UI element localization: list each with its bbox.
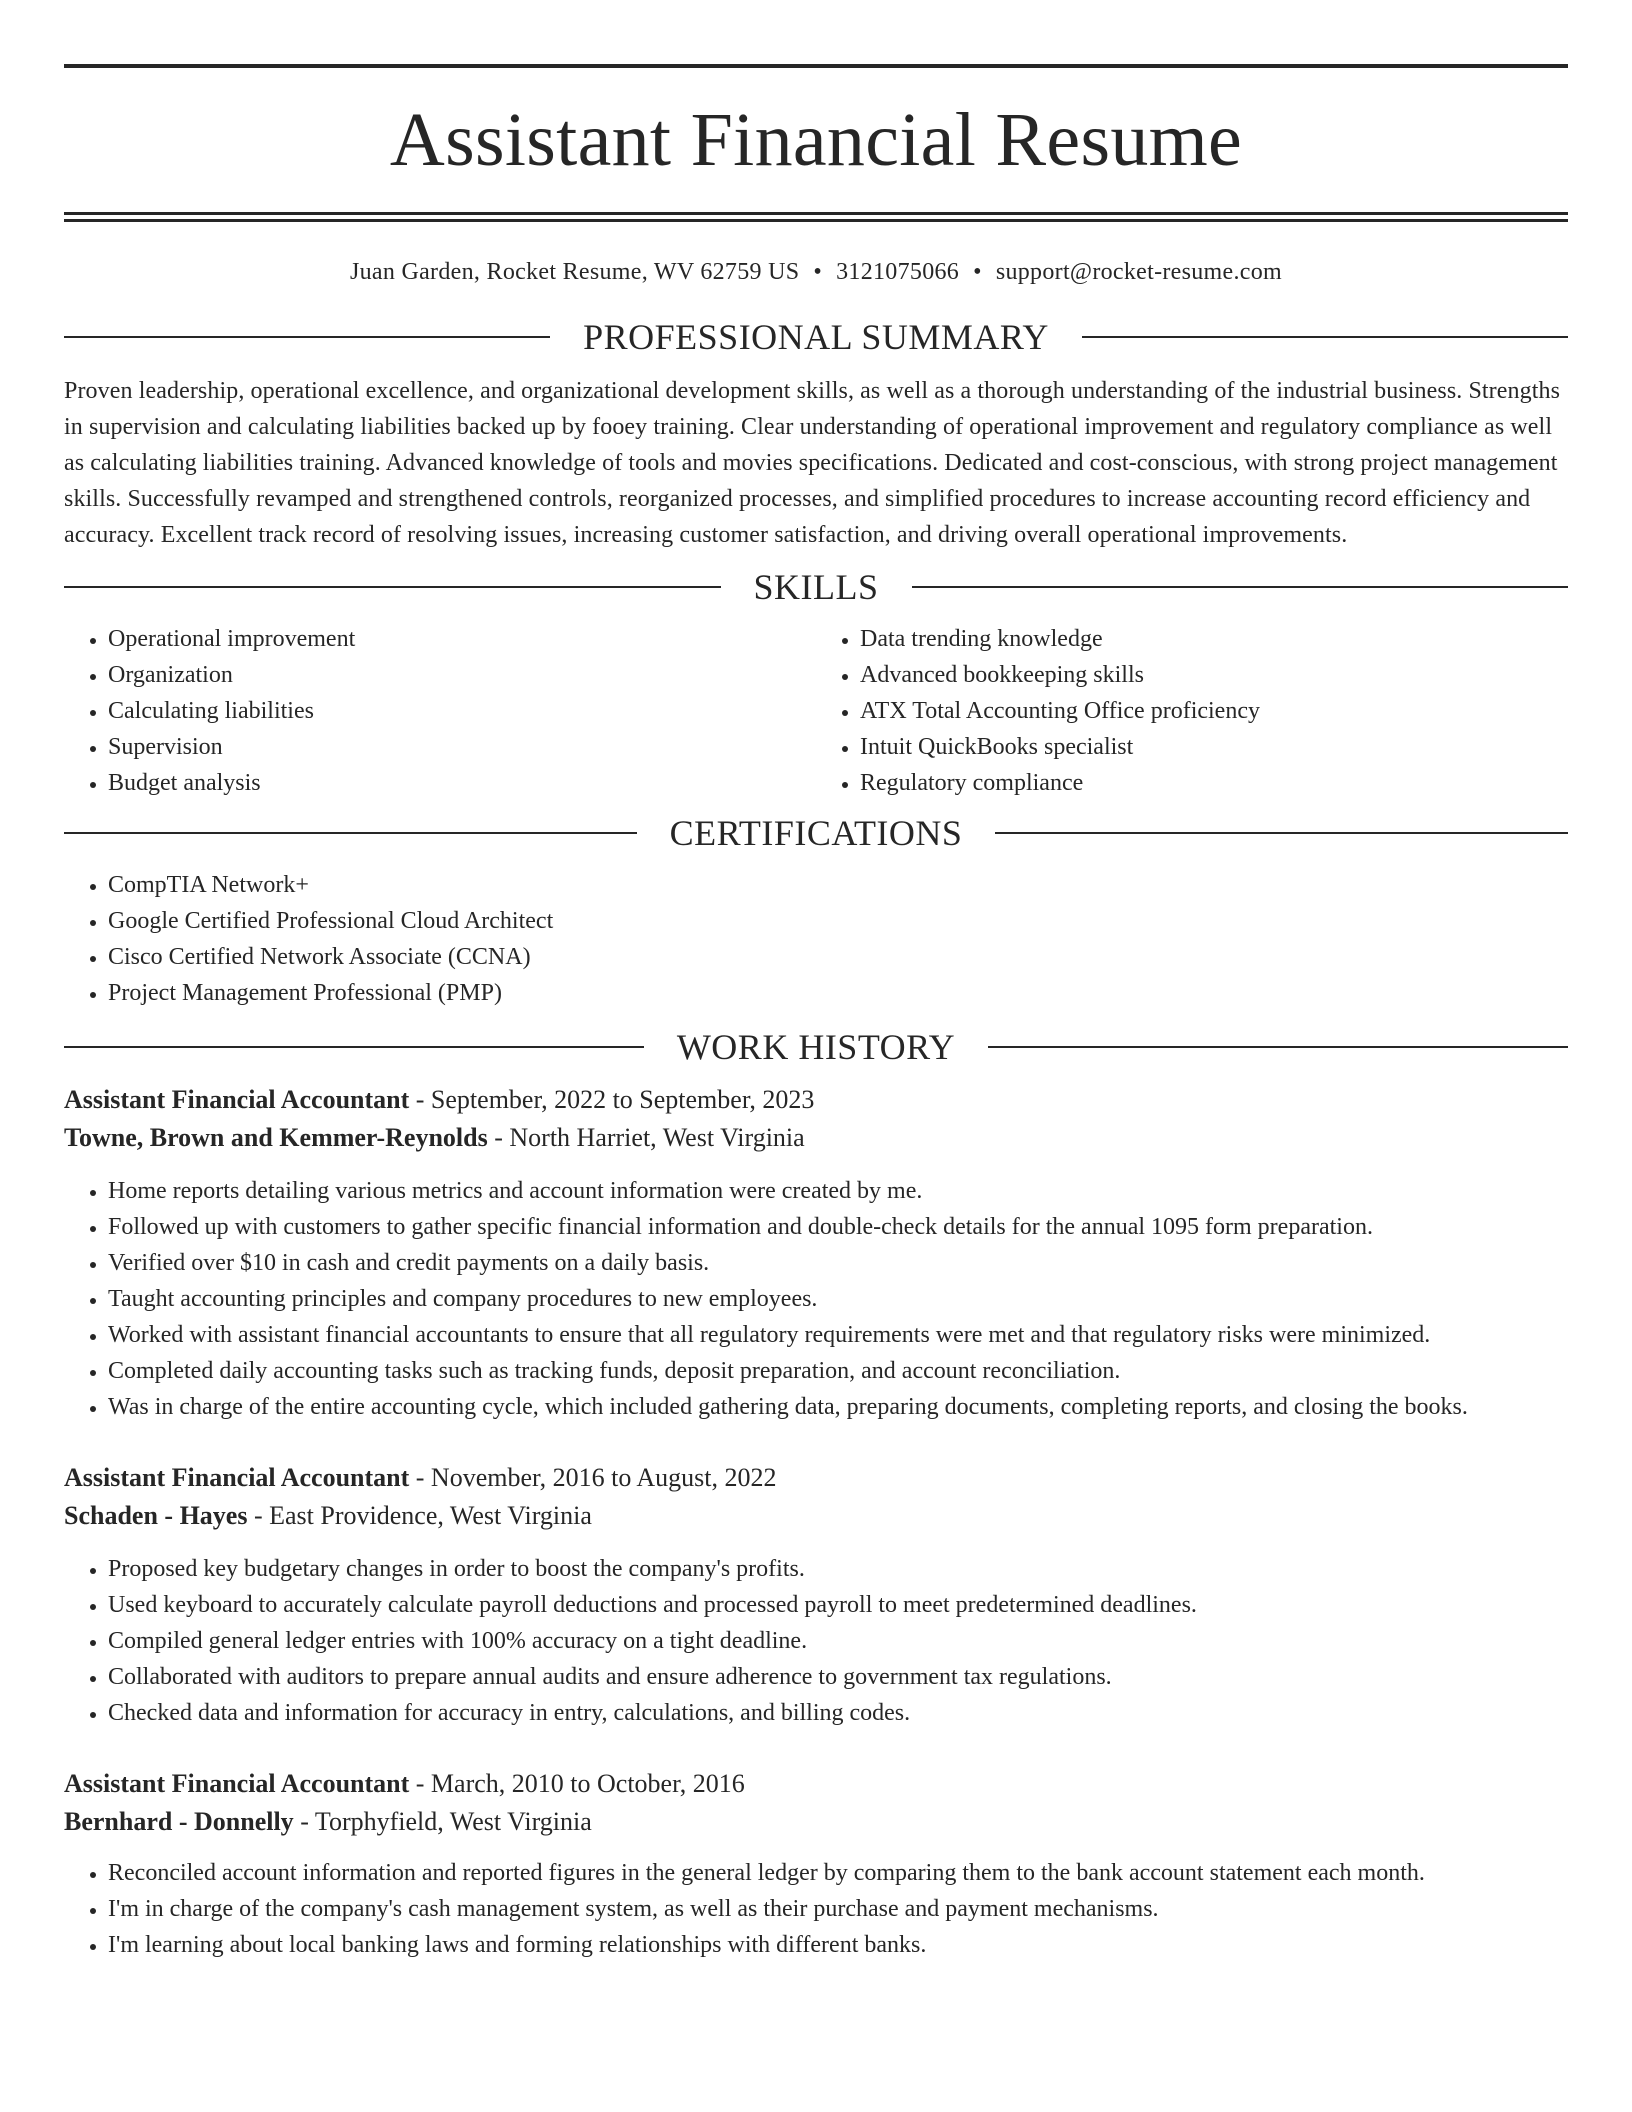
skill-item: • ATX Total Accounting Office proficiency xyxy=(860,693,1568,729)
certifications-list xyxy=(64,867,1568,1011)
skill-item: • Operational improvement xyxy=(108,621,816,657)
job-company-line xyxy=(64,1119,1568,1157)
job-title: Assistant Financial Accountant xyxy=(64,1463,410,1492)
job-bullet: • Followed up with customers to gather specific financial information and double-check details for the annual 1095 form preparation. xyxy=(108,1209,1568,1245)
job-title-line xyxy=(64,1765,1568,1803)
contact-email: support@rocket-resume.com xyxy=(995,259,1282,285)
certification-item: • Google Certified Professional Cloud Architect xyxy=(108,903,1568,939)
section-rule-right xyxy=(912,586,1569,588)
section-rule-right xyxy=(1082,336,1568,338)
contact-separator: • xyxy=(813,259,823,285)
job-bullet: • Used keyboard to accurately calculate payroll deductions and processed payroll to meet predetermined deadlines. xyxy=(108,1587,1568,1623)
certification-item: • Project Management Professional (PMP) xyxy=(108,975,1568,1011)
skill-item: • Regulatory compliance xyxy=(860,765,1568,801)
job-location: - Torphyfield, West Virginia xyxy=(293,1807,592,1836)
job-bullet: • Completed daily accounting tasks such as tracking funds, deposit preparation, and account reconciliation. xyxy=(108,1353,1568,1389)
job-bullets xyxy=(64,1551,1568,1731)
job-bullets xyxy=(64,1173,1568,1425)
job-bullet: • Taught accounting principles and company procedures to new employees. xyxy=(108,1281,1568,1317)
job-entry xyxy=(64,1081,1568,1425)
section-header-skills xyxy=(64,567,1568,607)
job-title-line xyxy=(64,1081,1568,1119)
contact-phone: 3121075066 xyxy=(836,259,960,285)
section-header-summary xyxy=(64,317,1568,357)
section-title-certifications: CERTIFICATIONS xyxy=(669,813,963,853)
resume-title: Assistant Financial Resume xyxy=(389,98,1243,182)
skill-item: • Intuit QuickBooks specialist xyxy=(860,729,1568,765)
section-header-work xyxy=(64,1027,1568,1067)
section-rule-left xyxy=(64,832,637,834)
job-title: Assistant Financial Accountant xyxy=(64,1769,410,1798)
section-rule-right xyxy=(995,832,1568,834)
job-dates: - September, 2022 to September, 2023 xyxy=(409,1085,815,1114)
job-entry xyxy=(64,1765,1568,1963)
section-rule-right xyxy=(988,1046,1568,1048)
job-bullet: • I'm learning about local banking laws and forming relationships with different banks. xyxy=(108,1927,1568,1963)
certification-item: • Cisco Certified Network Associate (CCNA) xyxy=(108,939,1568,975)
job-bullet: • Proposed key budgetary changes in order to boost the company's profits. xyxy=(108,1551,1568,1587)
section-rule-left xyxy=(64,586,721,588)
job-bullet: • Worked with assistant financial accountants to ensure that all regulatory requirements were met and that regulatory risks were minimized. xyxy=(108,1317,1568,1353)
job-bullet: • I'm in charge of the company's cash management system, as well as their purchase and payment mechanisms. xyxy=(108,1891,1568,1927)
section-rule-left xyxy=(64,336,550,338)
job-dates: - November, 2016 to August, 2022 xyxy=(409,1463,777,1492)
skill-item: • Data trending knowledge xyxy=(860,621,1568,657)
certification-item: • CompTIA Network+ xyxy=(108,867,1568,903)
job-dates: - March, 2010 to October, 2016 xyxy=(409,1769,745,1798)
job-company: Bernhard - Donnelly xyxy=(64,1807,294,1836)
job-bullet: • Compiled general ledger entries with 100% accuracy on a tight deadline. xyxy=(108,1623,1568,1659)
job-title-line xyxy=(64,1459,1568,1497)
skill-item: • Budget analysis xyxy=(108,765,816,801)
section-title-work: WORK HISTORY xyxy=(676,1027,956,1067)
skill-item: • Supervision xyxy=(108,729,816,765)
job-bullet: • Was in charge of the entire accounting cycle, which included gathering data, preparing documents, completing reports, and closing the books. xyxy=(108,1389,1568,1425)
skills-list-left xyxy=(64,621,816,801)
job-title: Assistant Financial Accountant xyxy=(64,1085,410,1114)
job-bullet: • Home reports detailing various metrics and account information were created by me. xyxy=(108,1173,1568,1209)
job-company-line xyxy=(64,1497,1568,1535)
job-bullet: • Collaborated with auditors to prepare annual audits and ensure adherence to government tax regulations. xyxy=(108,1659,1568,1695)
job-bullets xyxy=(64,1855,1568,1963)
contact-line xyxy=(64,257,1568,287)
skills-list-right xyxy=(816,621,1568,801)
section-title-skills: SKILLS xyxy=(753,567,879,607)
job-bullet: • Reconciled account information and reported figures in the general ledger by comparing them to the bank account statement each month. xyxy=(108,1855,1568,1891)
job-entry xyxy=(64,1459,1568,1731)
skills-grid xyxy=(64,621,1568,801)
skill-item: • Calculating liabilities xyxy=(108,693,816,729)
skill-item: • Organization xyxy=(108,657,816,693)
job-bullet: • Verified over $10 in cash and credit payments on a daily basis. xyxy=(108,1245,1568,1281)
job-bullet: • Checked data and information for accuracy in entry, calculations, and billing codes. xyxy=(108,1695,1568,1731)
section-title-summary: PROFESSIONAL SUMMARY xyxy=(583,317,1049,357)
resume-page xyxy=(64,64,1568,1963)
contact-address: Juan Garden, Rocket Resume, WV 62759 US xyxy=(349,259,800,285)
summary-text: Proven leadership, operational excellence, and organizational development skills, as well as a thorough understanding of the industrial business. Strengths in supervision and calculating liabilities backed up by fooey training. Clear understanding of operational improvement and regulatory compliance as well as calculating liabilities training. Advanced knowledge of tools and movies specifications. Dedicated and cost-conscious, with strong project management skills. Successfully revamped and strengthened controls, reorganized processes, and simplified procedures to increase accounting record efficiency and accuracy. Excellent track record of resolving issues, increasing customer satisfaction, and driving overall operational improvements. xyxy=(64,378,1561,548)
job-company: Schaden - Hayes xyxy=(64,1501,248,1530)
job-location: - East Providence, West Virginia xyxy=(247,1501,592,1530)
title-double-rule xyxy=(64,212,1568,222)
job-location: - North Harriet, West Virginia xyxy=(487,1123,805,1152)
job-company-line xyxy=(64,1803,1568,1841)
section-rule-left xyxy=(64,1046,644,1048)
contact-separator: • xyxy=(973,259,982,285)
section-header-certifications xyxy=(64,813,1568,853)
job-company: Towne, Brown and Kemmer-Reynolds xyxy=(64,1123,488,1152)
skill-item: • Advanced bookkeeping skills xyxy=(860,657,1568,693)
